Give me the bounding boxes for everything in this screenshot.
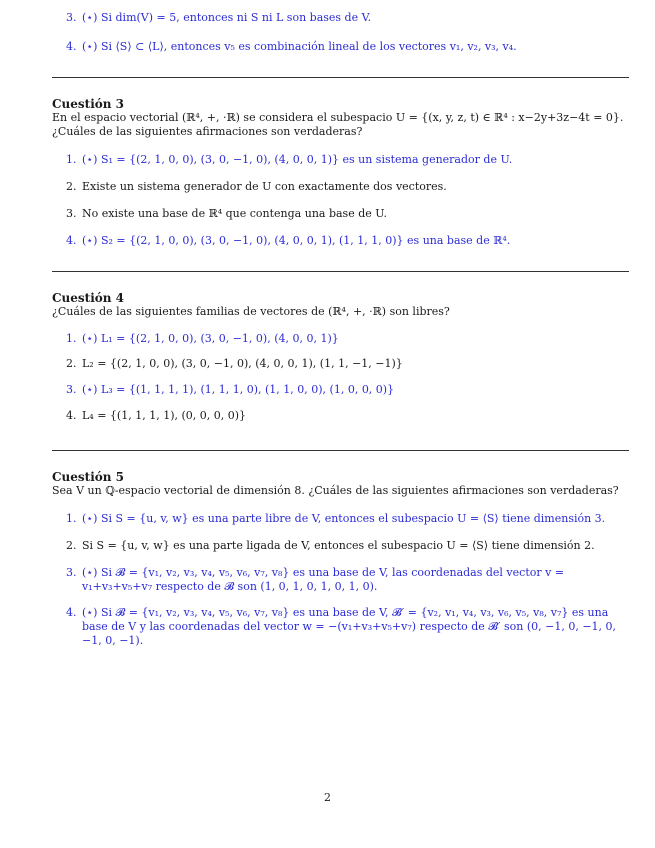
item-number: 2. [66, 357, 77, 370]
item-number: 3. [66, 566, 77, 579]
item-number: 2. [66, 180, 77, 193]
list-item [66, 11, 632, 25]
question-title: Cuestión 5 [52, 470, 125, 484]
page-number: 2 [324, 791, 331, 804]
list-item [66, 539, 632, 553]
question-prompt: En el espacio vectorial (ℝ⁴, +, ·ℝ) se considera el subespacio U = {(x, y, z, t) ∈ ℝ⁴ : x−2y+3z−4t = 0}. [52, 111, 624, 124]
list-item [66, 606, 632, 648]
list-item [66, 180, 632, 194]
item-number: 3. [66, 383, 77, 396]
question-title: Cuestión 3 [52, 97, 125, 111]
question-prompt: ¿Cuáles de las siguientes afirmaciones son verdaderas? [52, 125, 363, 138]
list-item [66, 383, 632, 397]
list-item [66, 332, 632, 346]
item-text: Si S = {u, v, w} es una parte ligada de V, entonces el subespacio U = ⟨S⟩ tiene dimensión 2. [82, 539, 595, 552]
item-number: 3. [66, 11, 77, 24]
item-text: (⋆) Si ⟨S⟩ ⊂ ⟨L⟩, entonces v₅ es combinación lineal de los vectores v₁, v₂, v₃, v₄. [82, 40, 517, 53]
item-text: (⋆) Si 𝓑 = {v₁, v₂, v₃, v₄, v₅, v₆, v₇, v₈} es una base de V, las coordenadas del vector v = v₁+v₃+v₅+v₇ respecto de 𝓑 son (1, 0, 1, 0, 1, 0, 1, 0). [82, 566, 565, 593]
item-text: (⋆) Si S = {u, v, w} es una parte libre de V, entonces el subespacio U = ⟨S⟩ tiene dimensión 3. [82, 512, 606, 525]
section-divider [52, 271, 629, 272]
question-prompt: ¿Cuáles de las siguientes familias de vectores de (ℝ⁴, +, ·ℝ) son libres? [52, 305, 450, 318]
item-text: (⋆) L₃ = {(1, 1, 1, 1), (1, 1, 1, 0), (1, 1, 0, 0), (1, 0, 0, 0)} [82, 383, 395, 396]
item-text: (⋆) S₂ = {(2, 1, 0, 0), (3, 0, −1, 0), (4, 0, 0, 1), (1, 1, 1, 0)} es una base de ℝ⁴. [82, 234, 511, 247]
item-text: No existe una base de ℝ⁴ que contenga una base de U. [82, 207, 388, 220]
item-number: 4. [66, 409, 77, 422]
list-item [66, 512, 632, 526]
item-number: 3. [66, 207, 77, 220]
item-text: (⋆) Si dim(V) = 5, entonces ni S ni L son bases de V. [82, 11, 372, 24]
item-number: 4. [66, 234, 77, 247]
section-divider [52, 77, 629, 78]
item-text: L₂ = {(2, 1, 0, 0), (3, 0, −1, 0), (4, 0, 0, 1), (1, 1, −1, −1)} [82, 357, 403, 370]
list-item [66, 153, 632, 167]
item-text: (⋆) S₁ = {(2, 1, 0, 0), (3, 0, −1, 0), (4, 0, 0, 1)} es un sistema generador de U. [82, 153, 513, 166]
section-divider [52, 450, 629, 451]
item-text: L₄ = {(1, 1, 1, 1), (0, 0, 0, 0)} [82, 409, 247, 422]
list-item [66, 207, 632, 221]
list-item [66, 409, 632, 423]
item-number: 1. [66, 512, 77, 525]
item-number: 1. [66, 153, 77, 166]
question-title: Cuestión 4 [52, 291, 125, 305]
item-number: 1. [66, 332, 77, 345]
list-item [66, 40, 632, 54]
list-item [66, 234, 632, 248]
item-text: Existe un sistema generador de U con exactamente dos vectores. [82, 180, 447, 193]
item-text: (⋆) Si 𝓑 = {v₁, v₂, v₃, v₄, v₅, v₆, v₇, v₈} es una base de V, 𝓑′ = {v₂, v₁, v₄, v₃, v₆, v₅, v₈, v₇} es una base de V y las coordenadas del vector w = −(v₁+v₃+v₅+v₇) respecto de 𝓑′ son (0, −1, 0, −1, 0, −1, 0, −1). [82, 606, 617, 647]
list-item [66, 566, 632, 594]
list-item [66, 357, 632, 371]
question-prompt: Sea V un ℚ-espacio vectorial de dimensión 8. ¿Cuáles de las siguientes afirmaciones son verdaderas? [52, 484, 619, 497]
item-number: 4. [66, 40, 77, 53]
item-text: (⋆) L₁ = {(2, 1, 0, 0), (3, 0, −1, 0), (4, 0, 0, 1)} [82, 332, 339, 345]
item-number: 2. [66, 539, 77, 552]
item-number: 4. [66, 606, 77, 619]
